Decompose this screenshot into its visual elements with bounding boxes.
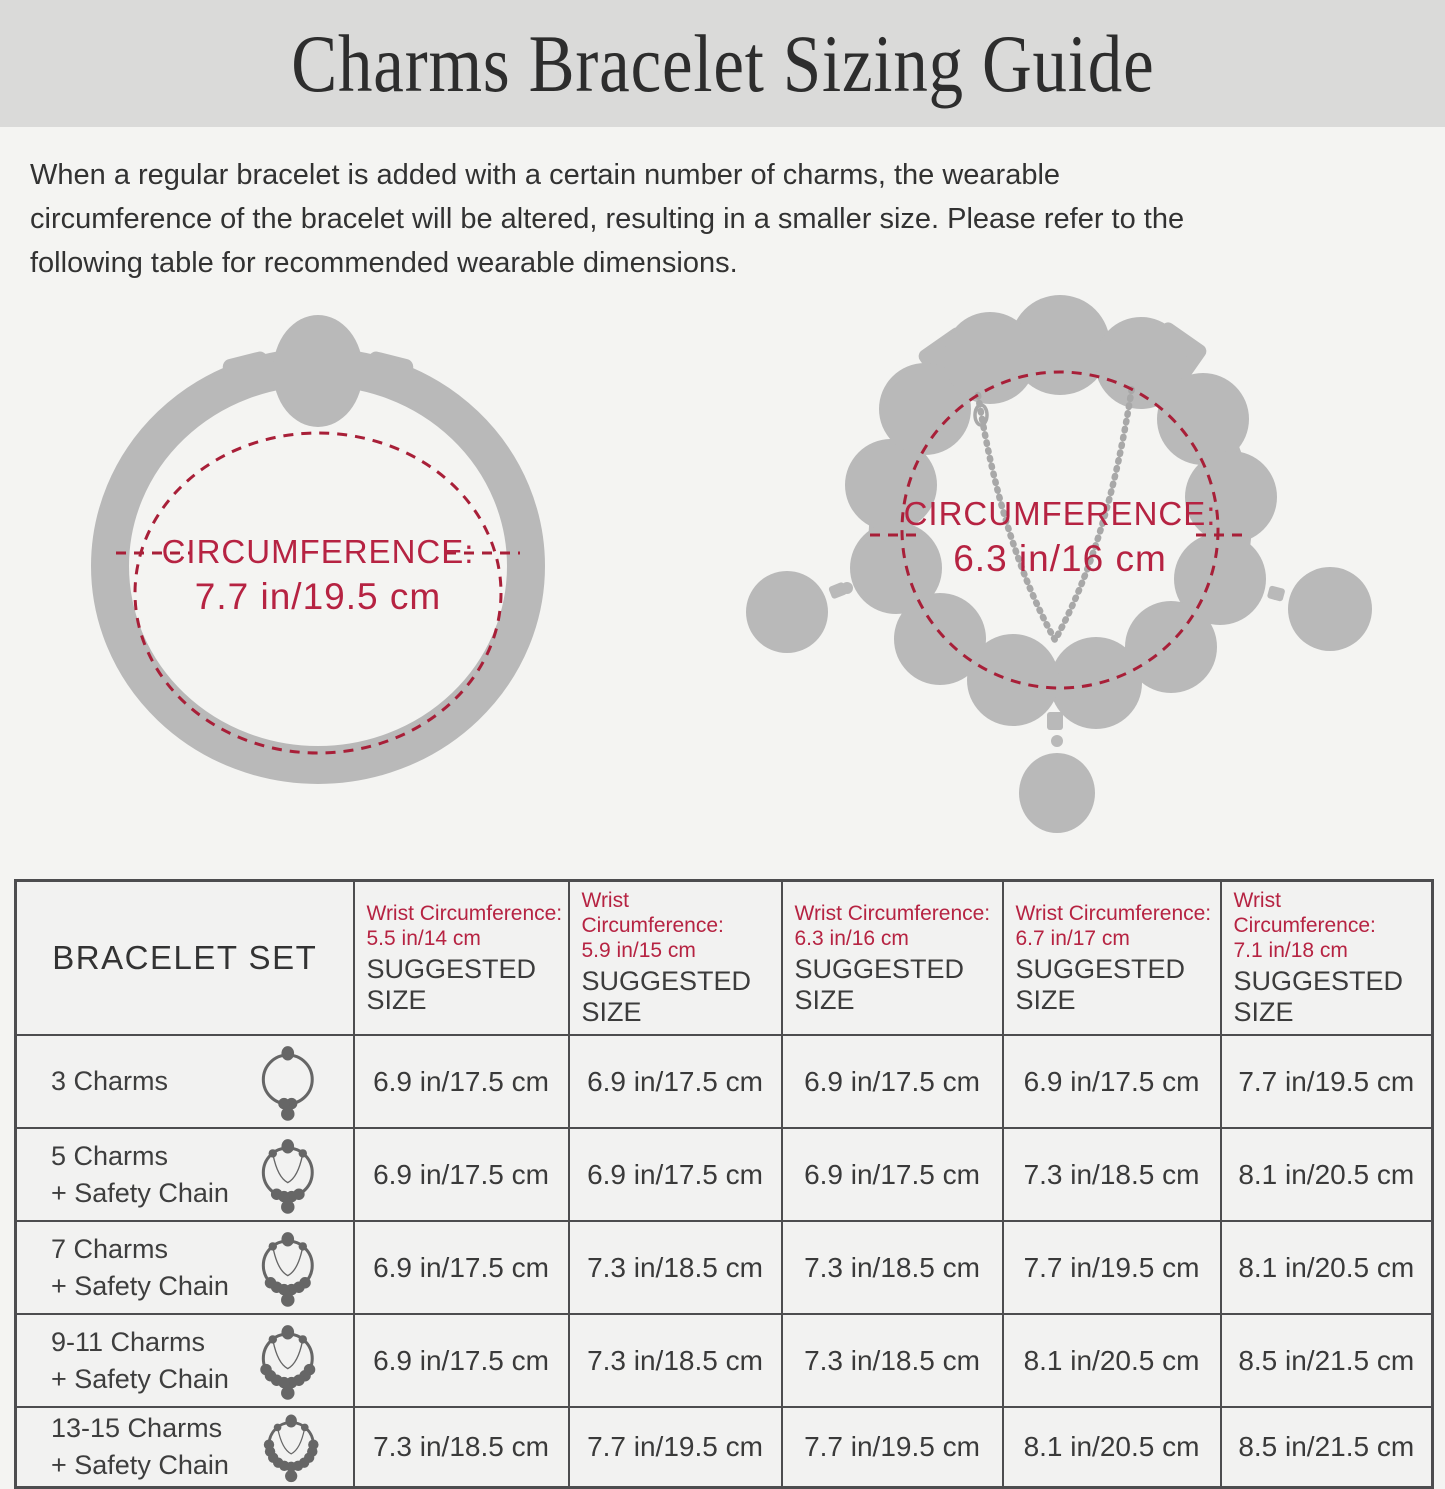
circumference-value: 6.3 in/16 cm bbox=[953, 538, 1167, 579]
intro-line: following table for recommended wearable dimensions. bbox=[30, 247, 738, 279]
bracelet-set-label: 5 Charms bbox=[51, 1140, 169, 1171]
plain-bracelet-illustration bbox=[86, 313, 566, 823]
suggested-size-value: 7.3 in/18.5 cm bbox=[1003, 1128, 1221, 1221]
wrist-circumference-size: 5.5 in/14 cm bbox=[366, 926, 481, 950]
intro-line: circumference of the bracelet will be altered, resulting in a smaller size. Please refer to the bbox=[30, 203, 1185, 235]
bracelet-set-icon bbox=[249, 1132, 327, 1218]
bracelet-set-label-line2: + Safety Chain bbox=[51, 1363, 229, 1394]
wrist-circumference-size: 7.1 in/18 cm bbox=[1233, 939, 1348, 962]
suggested-size-label: SUGGESTED SIZE bbox=[366, 953, 537, 1015]
wrist-circumference-column-header bbox=[782, 881, 1003, 1036]
suggested-size-value: 6.9 in/17.5 cm bbox=[354, 1314, 569, 1407]
bracelet-set-cell bbox=[16, 1221, 354, 1314]
bracelet-set-cell bbox=[16, 1314, 354, 1407]
suggested-size-value: 6.9 in/17.5 cm bbox=[569, 1128, 782, 1221]
suggested-size-value: 8.5 in/21.5 cm bbox=[1221, 1314, 1433, 1407]
bracelet-set-icon bbox=[249, 1225, 327, 1311]
clasp-icon bbox=[273, 315, 363, 427]
circumference-label: CIRCUMFERENCE: bbox=[161, 533, 475, 570]
bracelet-set-icon bbox=[249, 1039, 327, 1125]
suggested-size-value: 7.7 in/19.5 cm bbox=[569, 1407, 782, 1488]
suggested-size-value: 6.9 in/17.5 cm bbox=[782, 1128, 1003, 1221]
bracelet-set-label-line2: + Safety Chain bbox=[51, 1270, 229, 1301]
suggested-size-value: 7.7 in/19.5 cm bbox=[1003, 1221, 1221, 1314]
wrist-circumference-label: Wrist Circumference: bbox=[794, 901, 991, 925]
wrist-circumference-label: Wrist Circumference: bbox=[1233, 889, 1376, 937]
circumference-value: 7.7 in/19.5 cm bbox=[194, 576, 442, 617]
table-row bbox=[16, 1314, 1433, 1407]
bracelet-set-label-line2: + Safety Chain bbox=[51, 1177, 229, 1208]
suggested-size-label: SUGGESTED SIZE bbox=[794, 953, 965, 1015]
bracelet-set-icon bbox=[256, 1408, 326, 1486]
bracelet-set-label: 13-15 Charms bbox=[51, 1413, 223, 1443]
suggested-size-value: 6.9 in/17.5 cm bbox=[354, 1221, 569, 1314]
suggested-size-label: SUGGESTED SIZE bbox=[1233, 966, 1404, 1027]
suggested-size-label: SUGGESTED SIZE bbox=[581, 966, 752, 1027]
wrist-circumference-label: Wrist Circumference: bbox=[581, 889, 724, 937]
suggested-size-label: SUGGESTED SIZE bbox=[1015, 953, 1186, 1015]
bracelet-set-label: 3 Charms bbox=[51, 1066, 169, 1096]
bracelet-set-cell bbox=[16, 1407, 354, 1488]
suggested-size-value: 7.3 in/18.5 cm bbox=[354, 1407, 569, 1488]
suggested-size-value: 7.3 in/18.5 cm bbox=[782, 1314, 1003, 1407]
wrist-circumference-label: Wrist Circumference: bbox=[366, 901, 563, 925]
suggested-size-value: 6.9 in/17.5 cm bbox=[354, 1128, 569, 1221]
wrist-circumference-size: 6.7 in/17 cm bbox=[1015, 926, 1130, 950]
suggested-size-value: 8.1 in/20.5 cm bbox=[1003, 1314, 1221, 1407]
wrist-circumference-column-header bbox=[1221, 881, 1433, 1036]
suggested-size-value: 6.9 in/17.5 cm bbox=[569, 1035, 782, 1128]
table-row bbox=[16, 1221, 1433, 1314]
bracelet-set-header: BRACELET SET bbox=[16, 881, 354, 1036]
suggested-size-value: 8.1 in/20.5 cm bbox=[1221, 1221, 1433, 1314]
wrist-circumference-label: Wrist Circumference: bbox=[1015, 901, 1212, 925]
wrist-circumference-size: 5.9 in/15 cm bbox=[581, 939, 696, 962]
intro-text bbox=[30, 153, 1445, 285]
suggested-size-value: 7.7 in/19.5 cm bbox=[1221, 1035, 1433, 1128]
suggested-size-value: 7.3 in/18.5 cm bbox=[569, 1221, 782, 1314]
suggested-size-value: 8.5 in/21.5 cm bbox=[1221, 1407, 1433, 1488]
bracelet-figures bbox=[0, 285, 1445, 871]
bracelet-set-label: 9-11 Charms bbox=[51, 1326, 206, 1357]
suggested-size-value: 7.3 in/18.5 cm bbox=[569, 1314, 782, 1407]
table-row bbox=[16, 1035, 1433, 1128]
plain-bracelet-figure bbox=[86, 313, 566, 823]
dangle-charm-bottom bbox=[1019, 753, 1095, 833]
suggested-size-value: 6.9 in/17.5 cm bbox=[782, 1035, 1003, 1128]
bracelet-set-icon bbox=[249, 1318, 327, 1404]
suggested-size-value: 7.3 in/18.5 cm bbox=[782, 1221, 1003, 1314]
wrist-circumference-column-header bbox=[569, 881, 782, 1036]
charm-bracelet-figure bbox=[740, 295, 1400, 845]
sizing-table bbox=[14, 879, 1434, 1489]
bracelet-set-label-line2: + Safety Chain bbox=[51, 1450, 229, 1480]
suggested-size-value: 8.1 in/20.5 cm bbox=[1221, 1128, 1433, 1221]
suggested-size-value: 8.1 in/20.5 cm bbox=[1003, 1407, 1221, 1488]
circumference-label: CIRCUMFERENCE: bbox=[903, 495, 1217, 532]
charm-bracelet-illustration bbox=[740, 295, 1400, 845]
table-row bbox=[16, 1128, 1433, 1221]
wrist-circumference-column-header bbox=[1003, 881, 1221, 1036]
intro-line: When a regular bracelet is added with a certain number of charms, the wearable bbox=[30, 159, 1061, 191]
dangle-charm-left bbox=[746, 571, 828, 653]
wrist-circumference-size: 6.3 in/16 cm bbox=[794, 926, 909, 950]
title-banner bbox=[0, 0, 1445, 127]
bracelet-set-cell bbox=[16, 1128, 354, 1221]
dangle-charm-right bbox=[1288, 567, 1372, 651]
page-title: Charms Bracelet Sizing Guide bbox=[290, 17, 1155, 109]
suggested-size-value: 6.9 in/17.5 cm bbox=[1003, 1035, 1221, 1128]
bracelet-set-label: 7 Charms bbox=[51, 1233, 169, 1264]
bracelet-set-cell bbox=[16, 1035, 354, 1128]
table-header-row bbox=[16, 881, 1433, 1036]
wrist-circumference-column-header bbox=[354, 881, 569, 1036]
suggested-size-value: 7.7 in/19.5 cm bbox=[782, 1407, 1003, 1488]
table-row bbox=[16, 1407, 1433, 1488]
suggested-size-value: 6.9 in/17.5 cm bbox=[354, 1035, 569, 1128]
